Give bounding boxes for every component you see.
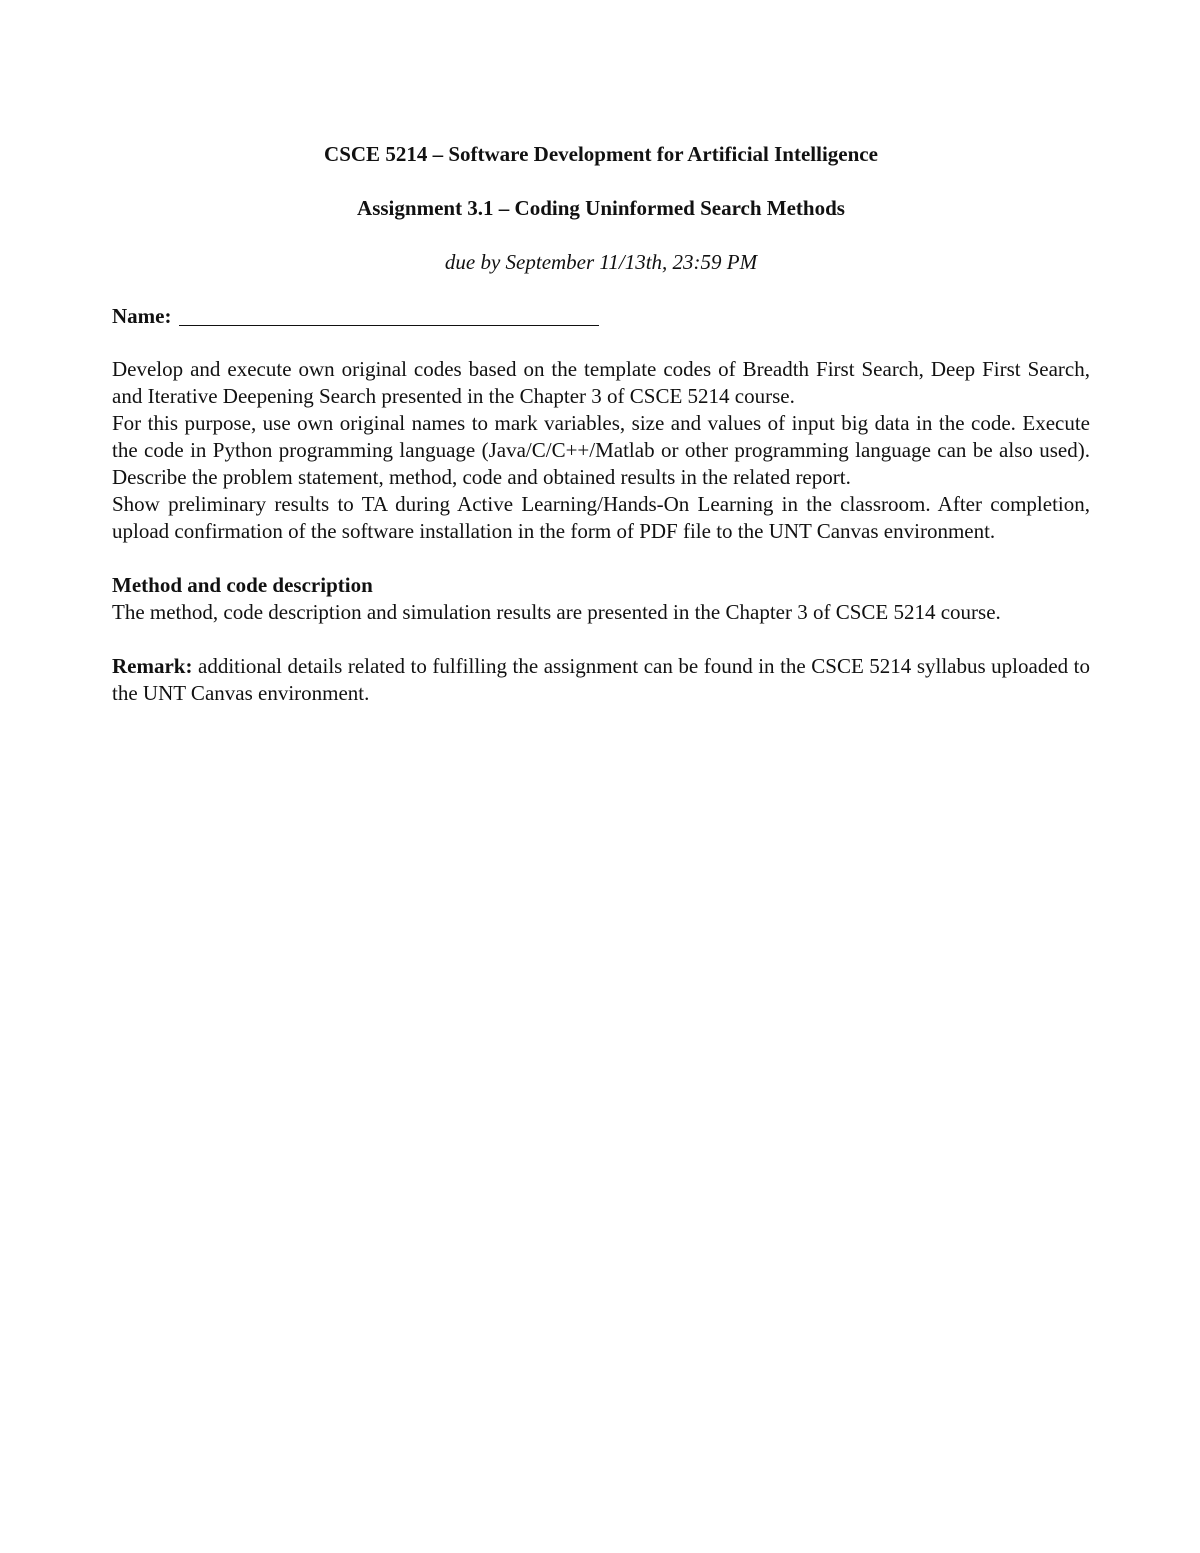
name-field-row (112, 302, 1090, 330)
document-content (112, 140, 1090, 707)
due-date: due by September 11/13th, 23:59 PM (444, 250, 758, 274)
intro-paragraph: Develop and execute own original codes based on the template codes of Breadth First Search, Deep First Search, and Iterative Deepening Search presented in the Chapter 3 of CSCE 5214 course. (112, 357, 1090, 408)
assignment-title: Assignment 3.1 – Coding Uninformed Search Methods (357, 196, 845, 220)
method-section-text: The method, code description and simulation results are presented in the Chapter 3 of CSCE 5214 course. (112, 600, 1001, 624)
submission-paragraph: Show preliminary results to TA during Active Learning/Hands-On Learning in the classroom. After completion, upload confirmation of the software installation in the form of PDF file to the UNT Canvas environment. (112, 492, 1090, 543)
remark-paragraph (112, 653, 1090, 707)
method-section-heading: Method and code description (112, 573, 373, 597)
name-label: Name: (112, 304, 172, 328)
course-title: CSCE 5214 – Software Development for Artificial Intelligence (324, 142, 878, 166)
remark-label: Remark: (112, 654, 193, 678)
instructions-paragraph: For this purpose, use own original names to mark variables, size and values of input big data in the code. Execute the code in Python programming language (Java/C/C++/Matlab or other programming language can be also used). Describe the problem statement, method, code and obtained results in the related report. (112, 411, 1090, 489)
name-blank-line[interactable] (179, 303, 599, 326)
remark-text: additional details related to fulfilling the assignment can be found in the CSCE 5214 syllabus uploaded to the UNT Canvas environment. (112, 654, 1090, 705)
